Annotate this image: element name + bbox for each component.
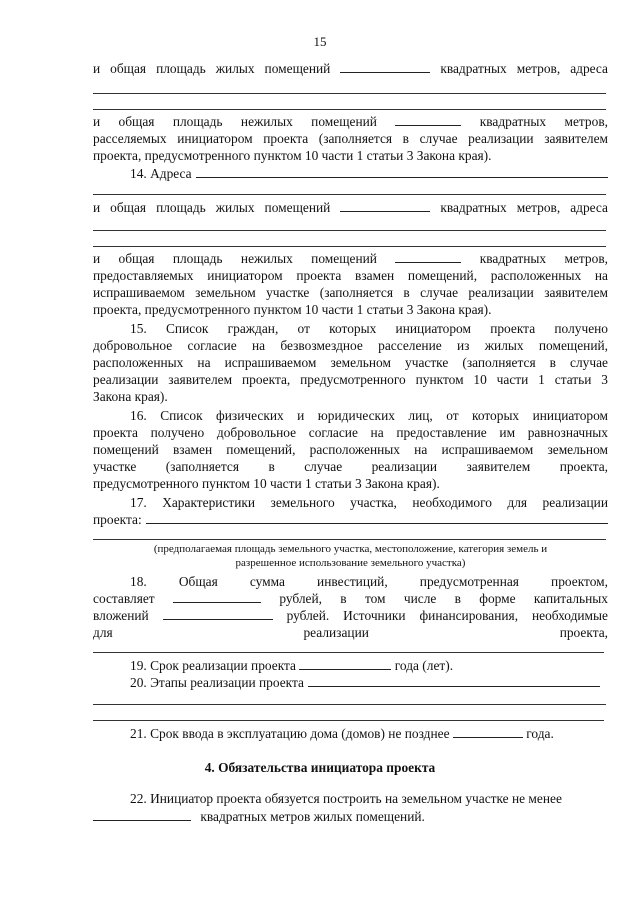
line-b2: и общая площадь нежилых помещений квадратных метров, (93, 251, 608, 266)
item-18-line: составляет рублей, в том числе в форме капитальных (93, 591, 608, 606)
item-22-line: квадратных метров жилых помещений. (93, 808, 608, 825)
line-b3: предоставляемых инициатором проекта взамен помещений, расположенных на (93, 268, 608, 283)
item-16-line: участке (заполняется в случае реализации заявителем проекта, (93, 459, 608, 474)
blank-line (93, 652, 604, 653)
blank-field (395, 250, 461, 263)
item-19: 19. Срок реализации проекта года (лет). (130, 658, 454, 673)
blank-line (93, 539, 606, 540)
section-heading: 4. Обязательства инициатора проекта (204, 760, 436, 775)
item-18-line: для реализации проекта, (93, 625, 608, 640)
blank-field (453, 725, 523, 738)
blank-line (93, 720, 604, 721)
blank-field (299, 657, 391, 670)
blank-line (93, 109, 606, 110)
blank-field (173, 590, 261, 603)
item-18-line: вложений рублей. Источники финансирования, необходимые (93, 608, 608, 623)
item-15-line: 15. Список граждан, от которых инициатором проекта получено (130, 321, 608, 336)
blank-field (308, 674, 600, 687)
item-17-line: проекта: (93, 511, 608, 528)
blank-field (340, 60, 430, 73)
line-b4: испрашиваемом земельном участке (заполняется в случае реализации заявителем (93, 285, 608, 300)
item-15-line: расположенных на испрашиваемом земельном участке (заполняется в случае (93, 355, 608, 370)
item-17-note: разрешенное использование земельного участка) (235, 557, 466, 569)
line-b5: проекта, предусмотренного пунктом 10 части 1 статьи 3 Закона края). (93, 302, 492, 317)
item-16-line: проекта получено добровольное согласие на предоставление им равнозначных (93, 425, 608, 440)
item-20: 20. Этапы реализации проекта (130, 674, 600, 691)
blank-line (93, 246, 606, 247)
item-21: 21. Срок ввода в эксплуатацию дома (домов) не позднее года. (130, 726, 554, 741)
page-number: 15 (313, 34, 327, 49)
item-17-note: (предполагаемая площадь земельного участка, местоположение, категория земель и (153, 543, 548, 555)
blank-line (93, 704, 606, 705)
item-15-line: реализации заявителем проекта, предусмотренного пунктом 10 части 1 статьи 3 (93, 372, 608, 387)
blank-field (163, 607, 273, 620)
blank-field (395, 113, 461, 126)
item-16-line: помещений взамен помещений, расположенных на испрашиваемом земельном (93, 442, 608, 457)
blank-line (93, 194, 606, 195)
blank-field (146, 511, 608, 524)
blank-field (196, 165, 608, 178)
line-a3: расселяемых инициатором проекта (заполняется в случае реализации заявителем (93, 131, 608, 146)
item-17-line: 17. Характеристики земельного участка, необходимого для реализации (130, 495, 608, 510)
blank-field (340, 199, 430, 212)
item-16-line: 16. Список физических и юридических лиц, от которых инициатором (130, 408, 608, 423)
item-22-line: 22. Инициатор проекта обязуется построить на земельном участке не менее (130, 791, 562, 806)
line-b1: и общая площадь жилых помещений квадратных метров, адреса (93, 200, 608, 215)
item-14: 14. Адреса (130, 165, 608, 182)
blank-field (93, 808, 191, 821)
item-15-line: добровольное согласие на безвозмездное расселение из жилых помещений, (93, 338, 608, 353)
blank-line (93, 230, 606, 231)
item-18-line: 18. Общая сумма инвестиций, предусмотренная проектом, (130, 574, 608, 589)
line-a1: и общая площадь жилых помещений квадратных метров, адреса (93, 61, 608, 76)
line-a2: и общая площадь нежилых помещений квадратных метров, (93, 114, 608, 129)
item-16-line: предусмотренного пунктом 10 части 1 статьи 3 Закона края). (93, 476, 440, 491)
blank-line (93, 93, 606, 94)
item-15-line: Закона края). (93, 389, 168, 404)
line-a4: проекта, предусмотренного пунктом 10 части 1 статьи 3 Закона края). (93, 148, 492, 163)
